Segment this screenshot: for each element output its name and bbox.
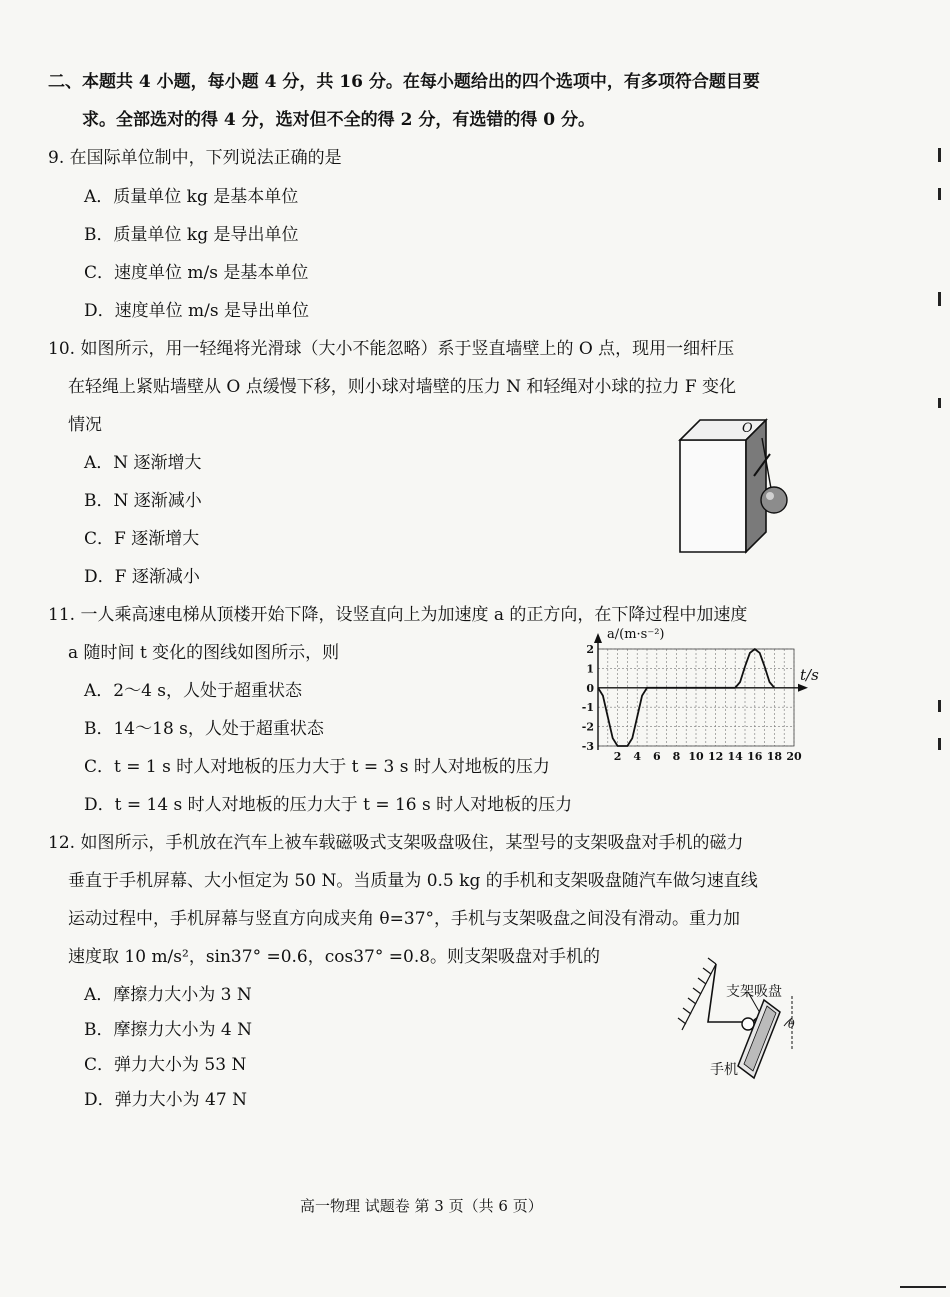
q10-option-b: B．N 逐渐减小 xyxy=(84,491,202,511)
q9-option-c: C．速度单位 m/s 是基本单位 xyxy=(84,263,309,283)
x-tick-label: 6 xyxy=(652,750,661,763)
scan-edge-mark xyxy=(938,292,941,306)
scan-edge-mark xyxy=(938,148,941,162)
q12-option-a: A．摩擦力大小为 3 N xyxy=(84,985,252,1005)
scan-edge-mark xyxy=(938,700,941,712)
q11-option-c: C．t = 1 s 时人对地板的压力大于 t = 3 s 时人对地板的压力 xyxy=(84,757,550,777)
x-tick-label: 8 xyxy=(672,750,681,763)
q9-option-d: D．速度单位 m/s 是导出单位 xyxy=(84,301,310,321)
x-tick-label: 10 xyxy=(688,750,704,763)
q10-figure xyxy=(676,418,796,558)
section-header-line2: 求。全部选对的得 4 分，选对但不全的得 2 分，有选错的得 0 分。 xyxy=(82,110,595,130)
q9-option-a: A．质量单位 kg 是基本单位 xyxy=(84,187,299,207)
q12-stem-line2: 垂直于手机屏幕、大小恒定为 50 N。当质量为 0.5 kg 的手机和支架吸盘随汽车做匀速直线 xyxy=(68,871,758,891)
wall-front-face xyxy=(680,440,746,552)
q11-stem-line1: 11. 一人乘高速电梯从顶楼开始下降，设竖直向上为加速度 a 的正方向，在下降过程中加速度 xyxy=(48,605,748,625)
x-tick-label: 4 xyxy=(633,750,642,763)
x-tick-label: 18 xyxy=(766,750,783,763)
scan-edge-mark xyxy=(938,398,941,408)
x-tick-label: 12 xyxy=(707,750,724,763)
y-tick-label: -3 xyxy=(581,740,594,753)
q12-stem-line1: 12. 如图所示，手机放在汽车上被车载磁吸式支架吸盘吸住，某型号的支架吸盘对手机的磁力 xyxy=(48,833,744,853)
q12-stem-line4: 速度取 10 m/s²，sin37° =0.6，cos37° =0.8。则支架吸盘对手机的 xyxy=(68,947,601,967)
q10-option-c: C．F 逐渐增大 xyxy=(84,529,200,549)
ball-highlight xyxy=(766,492,774,500)
q10-stem-line1: 10. 如图所示，用一轻绳将光滑球（大小不能忽略）系于竖直墙壁上的 O 点，现用一细杆压 xyxy=(48,339,735,359)
q10-stem-line2: 在轻绳上紧贴墙壁从 O 点缓慢下移，则小球对墙壁的压力 N 和轻绳对小球的拉力 F 变化 xyxy=(68,377,737,397)
acceleration-time-chart xyxy=(580,624,830,764)
x-tick-label: 16 xyxy=(747,750,763,763)
hatched-support xyxy=(678,958,716,1030)
y-tick-label: 0 xyxy=(586,681,594,695)
page-footer: 高一物理 试题卷 第 3 页（共 6 页） xyxy=(300,1197,543,1215)
x-axis-arrow xyxy=(798,684,808,692)
ball xyxy=(761,487,787,513)
q11-stem-line2: a 随时间 t 变化的图线如图所示，则 xyxy=(68,643,340,663)
y-tick-label: 1 xyxy=(586,662,594,676)
x-axis-label: t/s xyxy=(800,666,819,684)
mount-label: 支架吸盘 xyxy=(726,984,782,1000)
q12-figure xyxy=(676,960,806,1085)
scan-edge-mark xyxy=(938,738,941,750)
scan-bottom-rule xyxy=(900,1286,946,1288)
q10-option-d: D．F 逐渐减小 xyxy=(84,567,200,587)
phone-label: 手机 xyxy=(710,1062,738,1078)
y-tick-label: 2 xyxy=(586,643,594,656)
theta-label: θ xyxy=(788,1018,795,1031)
point-o-label: O xyxy=(742,421,753,436)
q9-stem: 9. 在国际单位制中，下列说法正确的是 xyxy=(48,148,342,168)
q9-option-b: B．质量单位 kg 是导出单位 xyxy=(84,225,299,245)
q12-option-c: C．弹力大小为 53 N xyxy=(84,1055,247,1075)
q10-stem-line3: 情况 xyxy=(68,415,102,435)
q11-option-d: D．t = 14 s 时人对地板的压力大于 t = 16 s 时人对地板的压力 xyxy=(84,795,573,815)
x-tick-label: 2 xyxy=(613,750,622,763)
q11-option-a: A．2～4 s，人处于超重状态 xyxy=(84,681,303,701)
scan-edge-mark xyxy=(938,188,941,200)
x-tick-label: 14 xyxy=(727,750,743,763)
y-axis-label: a/(m·s⁻²) xyxy=(607,627,665,642)
y-tick-label: -1 xyxy=(581,701,594,715)
y-tick-label: -2 xyxy=(581,720,594,734)
x-tick-label: 20 xyxy=(786,750,802,763)
y-axis-arrow xyxy=(594,633,602,643)
section-header-line1: 二、本题共 4 小题，每小题 4 分，共 16 分。在每小题给出的四个选项中，有多项符合题目要 xyxy=(48,72,760,92)
q12-option-b: B．摩擦力大小为 4 N xyxy=(84,1020,252,1040)
q11-option-b: B．14～18 s，人处于超重状态 xyxy=(84,719,324,739)
q10-option-a: A．N 逐渐增大 xyxy=(84,453,202,473)
q12-stem-line3: 运动过程中，手机屏幕与竖直方向成夹角 θ=37°，手机与支架吸盘之间没有滑动。重力加 xyxy=(68,909,741,929)
q12-option-d: D．弹力大小为 47 N xyxy=(84,1090,247,1110)
